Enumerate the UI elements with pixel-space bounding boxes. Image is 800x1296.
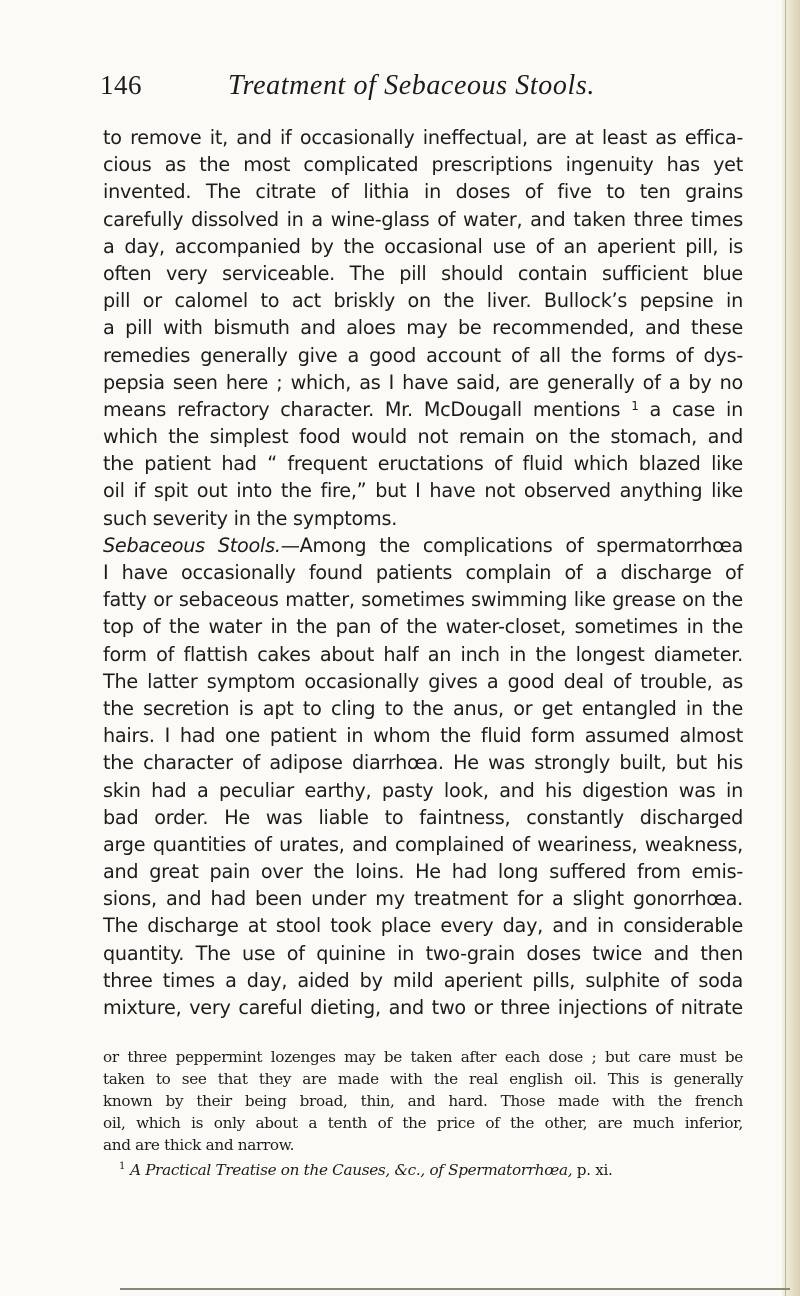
page-header (100, 70, 620, 110)
body-line: to remove it, and if occasionally ineffectual, are at least as effica- (103, 126, 743, 149)
footnote-line: known by their being broad, thin, and hard. Those made with the french (103, 1092, 743, 1110)
body-line: arge quantities of urates, and complained of weariness, weakness, (103, 832, 743, 856)
body-line: oil if spit out into the fire,” but I have not observed anything like (103, 479, 743, 503)
footnote-line: and are thick and narrow. (103, 1136, 295, 1154)
body-line-text: means refractory character. Mr. McDougall mentions (103, 397, 621, 421)
body-line: carefully dissolved in a wine-glass of water, and taken three times (103, 207, 743, 231)
footnote-line: oil, which is only about a tenth of the price of the other, are much inferior, (103, 1114, 743, 1132)
footnote-reference-title: A Practical Treatise on the Causes, &c., of Spermatorrhœa, (130, 1161, 573, 1180)
body-line: The discharge at stool took place every day, and in considerable (103, 914, 743, 938)
bottom-rule (120, 1288, 790, 1290)
body-line-with-footnote (103, 396, 743, 423)
footnote-reference-page: p. xi. (572, 1161, 613, 1180)
body-line: hairs. I had one patient in whom the fluid form assumed almost (103, 724, 743, 748)
body-line: a pill with bismuth and aloes may be recommended, and these (103, 316, 743, 340)
footnote-line: or three peppermint lozenges may be taken after each dose ; but care must be (103, 1048, 743, 1066)
footnote-reference (103, 1156, 743, 1178)
body-line: top of the water in the pan of the water-closet, sometimes in the (103, 615, 743, 639)
body-line-tail: a case in (638, 397, 744, 421)
body-line: fatty or sebaceous matter, sometimes swimming like grease on the (103, 588, 743, 612)
body-line: form of flattish cakes about half an inch in the longest diameter. (103, 642, 743, 666)
section-line (103, 532, 743, 559)
body-line: invented. The citrate of lithia in doses of five to ten grains (103, 180, 743, 204)
body-line: The latter symptom occasionally gives a good deal of trouble, as (103, 669, 743, 693)
body-line: such severity in the symptoms. (103, 506, 398, 530)
running-head: Treatment of Sebaceous Stools. (228, 70, 595, 101)
section-line-text: —Among the complications of spermatorrhœa (280, 533, 743, 557)
body-line: I have occasionally found patients complain of a discharge of (103, 561, 743, 584)
body-line: bad order. He was liable to faintness, constantly discharged (103, 805, 743, 829)
body-line: the secretion is apt to cling to the anus, or get entangled in the (103, 696, 743, 720)
page-edge-line (785, 0, 786, 1296)
footnotes (103, 1046, 743, 1178)
body-line: three times a day, aided by mild aperient pills, sulphite of soda (103, 968, 743, 992)
footnote-marker: 1 (631, 398, 639, 413)
body-line: mixture, very careful dieting, and two or three injections of nitrate (103, 996, 743, 1019)
body-line: which the simplest food would not remain on the stomach, and (103, 425, 743, 449)
footnote-reference-marker: 1 (119, 1161, 126, 1172)
body-line: the patient had “ frequent eructations of fluid which blazed like (103, 452, 743, 476)
body-line: and great pain over the loins. He had long suffered from emis- (103, 860, 743, 884)
section-heading: Sebaceous Stools. (103, 533, 281, 557)
body-line: often very serviceable. The pill should contain sufficient blue (103, 261, 743, 285)
body-line: skin had a peculiar earthy, pasty look, and his digestion was in (103, 778, 743, 802)
body-text (103, 124, 743, 1021)
body-line: pepsia seen here ; which, as I have said, are generally of a by no (103, 370, 743, 394)
body-line: a day, accompanied by the occasional use of an aperient pill, is (103, 234, 743, 258)
footnote-line: taken to see that they are made with the real english oil. This is generally (103, 1070, 743, 1088)
body-line: the character of adipose diarrhœa. He was strongly built, but his (103, 751, 743, 775)
body-line: sions, and had been under my treatment for a slight gonorrhœa. (103, 887, 743, 911)
body-line: pill or calomel to act briskly on the liver. Bullock’s pepsine in (103, 289, 743, 313)
body-line: cious as the most complicated prescriptions ingenuity has yet (103, 153, 743, 177)
body-line: remedies generally give a good account of all the forms of dys- (103, 343, 743, 367)
page-number: 146 (100, 70, 142, 100)
body-line: quantity. The use of quinine in two-grain doses twice and then (103, 941, 743, 965)
